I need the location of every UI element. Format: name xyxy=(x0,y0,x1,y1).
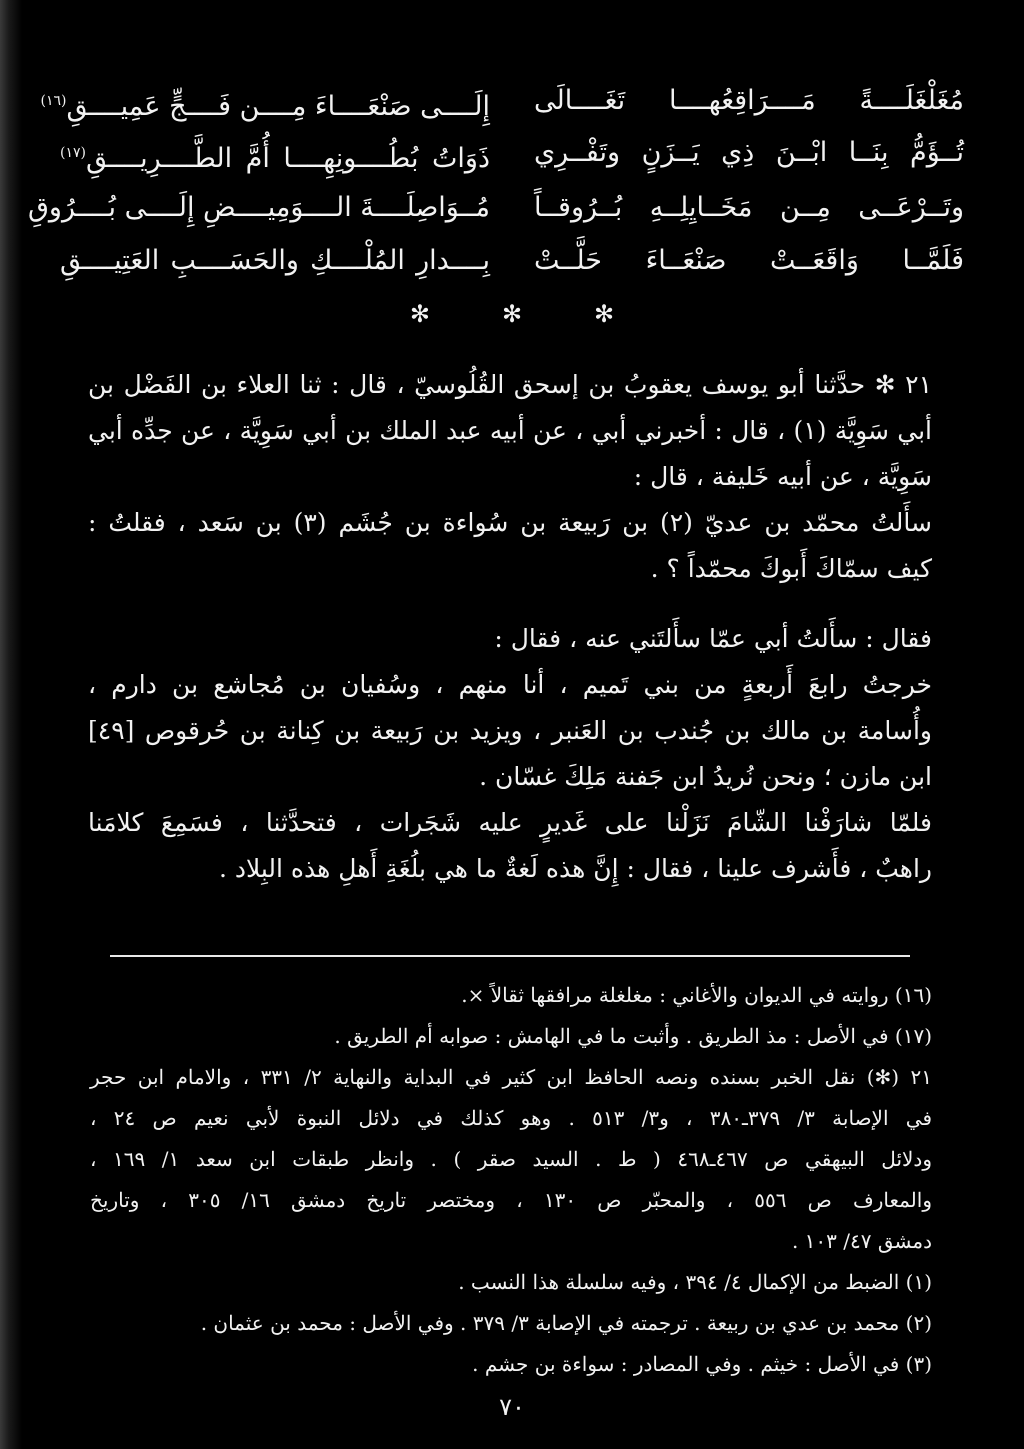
footnote-ref: (١٦) xyxy=(40,93,67,109)
footnote-line: دمشق ٤٧/ ١٠٣ . xyxy=(791,1229,932,1253)
prose-line: ٢١ ✻ حدَّثنا أبو يوسف يعقوبُ بن إسحق القُلُوسيّ ، قال : ثنا العلاء بن الفَضْل بن xyxy=(88,370,932,399)
footnote-line: (٣) في الأصل : خيثم . وفي المصادر : سواءة بن جشم . xyxy=(472,1352,932,1376)
prose-line: خرجتُ رابعَ أَربعةٍ من بني تَميم ، أنا منهم ، وسُفيان بن مُجاشع بن دارم ، xyxy=(88,670,933,699)
footnote-line: (٢) محمد بن عدي بن ربيعة . ترجمته في الإصابة ٣/ ٣٧٩ . وفي الأصل : محمد بن عثمان . xyxy=(200,1311,932,1335)
footnotes-block xyxy=(90,975,932,1385)
prose-line: فقال : سأَلتُ أبي عمّا سأَلتَني عنه ، فقال : xyxy=(494,624,932,653)
poem-hemistich-left xyxy=(40,75,490,127)
prose-line: وأُسامة بن مالك بن جُندب بن العَنبر ، ويزيد بن رَبيعة بن كِنانة بن حُرقوص [٤٩] xyxy=(88,716,932,745)
poem-hemistich-left: مُــوَاصِلَــــةَ الــــوَمِيــــضِ إِلَــــى بُــــرُوقِ xyxy=(27,192,490,223)
prose-line: أبي سَوِيَّة (١) ، قال : أخبرني أبي ، عن أبيه عبد الملك بن أبي سَوِيَّة ، عن جدِّه أبي xyxy=(88,416,932,445)
prose-line: راهبٌ ، فأَشرف علينا ، فقال : إِنَّ هذه لَغةٌ ما هي بلُغَةِ أَهلِ هذه البِلاد . xyxy=(218,854,932,883)
poem-verse xyxy=(60,127,964,179)
poem-hemistich-left: بِــــدارِ المُلْــــكِ والحَسَــــبِ العَتِيــــقِ xyxy=(60,245,490,276)
footnote-line: (١٦) روايته في الديوان والأغاني : مغلغلة مرافقها ثقالاً ×. xyxy=(461,983,932,1007)
poem-hemistich-right: فَلَمَّــا وَاقَعَــتْ صَنْعَــاءَ حَلَّــتْ xyxy=(534,245,964,276)
page-number: ٧٠ xyxy=(499,1393,525,1421)
poem-block xyxy=(27,75,964,305)
footnote-line: (١) الضبط من الإكمال ٤/ ٣٩٤ ، وفيه سلسلة هذا النسب . xyxy=(458,1270,932,1294)
poem-hemistich-right: مُغَلْغَلَــــةً مَــــرَاقِعُهــــا تَغَــــالَى xyxy=(534,85,964,116)
prose-body xyxy=(88,362,932,892)
prose-line: سأَلتُ محمّد بن عديّ (٢) بن رَبيعة بن سُواءة بن جُشَم (٣) بن سَعد ، فقلتُ : xyxy=(88,508,932,537)
poem-verse xyxy=(40,75,964,127)
footnote-line: (١٧) في الأصل : مذ الطريق . وأثبت ما في الهامش : صوابه أم الطريق . xyxy=(334,1024,932,1048)
poem-verse xyxy=(60,235,964,287)
prose-line: سَوِيَّة ، عن أبيه خَليفة ، قال : xyxy=(633,462,932,491)
poem-hemistich-right: تُــؤَمُّ بِنَــا ابْــنَ ذِي يَــزَنٍ وتَفْــرِي xyxy=(534,137,964,168)
star-ornament-icon: ✻ xyxy=(501,300,523,328)
footnote-line: ٢١ (✻) نقل الخبر بسنده ونصه الحافظ ابن كثير في البداية والنهاية ٢/ ٣٣١ ، والامام ابن حجر xyxy=(90,1065,932,1089)
footnote-line: ودلائل البيهقي ص ٤٦٧ـ٤٦٨ ( ط . السيد صقر ) . وانظر طبقات ابن سعد ١/ ١٦٩ ، xyxy=(90,1147,932,1171)
page-edge-shadow xyxy=(0,0,22,1449)
footnote-line: في الإصابة ٣/ ٣٧٩ـ٣٨٠ ، و٣/ ٥١٣ . وهو كذلك في دلائل النبوة لأبي نعيم ص ٢٤ ، xyxy=(90,1106,933,1130)
poem-hemistich-left xyxy=(60,127,490,179)
poem-hemistich-right: وتَــرْعَــى مِــن مَخَــايِلِــهِ بُــرُوقــاً xyxy=(534,192,964,223)
star-ornament-icon: ✻ xyxy=(409,300,430,328)
poem-verse xyxy=(27,182,964,234)
prose-line: ابن مازن ؛ ونحن نُريدُ ابن جَفنة مَلِكَ غسّان . xyxy=(479,762,932,791)
poem-hemistich-text: إِلَــــى صَنْعَــــاءَ مِــــن فَــــجٍّ عَمِيــــقِ xyxy=(66,91,490,122)
footnote-ref: (١٧) xyxy=(60,145,86,161)
prose-line: فلمّا شارَفْنا الشّامَ نَزَلْنا على غَديرٍ عليه شَجَرات ، فتحدَّثنا ، فسَمِعَ كلامَنا xyxy=(88,808,932,837)
star-ornament-icon: ✻ xyxy=(594,300,615,328)
footnote-line: والمعارف ص ٥٥٦ ، والمحبّر ص ١٣٠ ، ومختصر تاريخ دمشق ١٦/ ٣٠٥ ، وتاريخ xyxy=(90,1188,932,1212)
footnote-divider xyxy=(110,955,910,957)
prose-line: كيف سمّاكَ أَبوكَ محمّداً ؟ . xyxy=(650,554,932,583)
section-separator xyxy=(0,300,1024,328)
poem-hemistich-text: ذَوَاتُ بُطُــــونِهِــــا أُمَّ الطَّــــرِيــــقِ xyxy=(85,143,490,174)
